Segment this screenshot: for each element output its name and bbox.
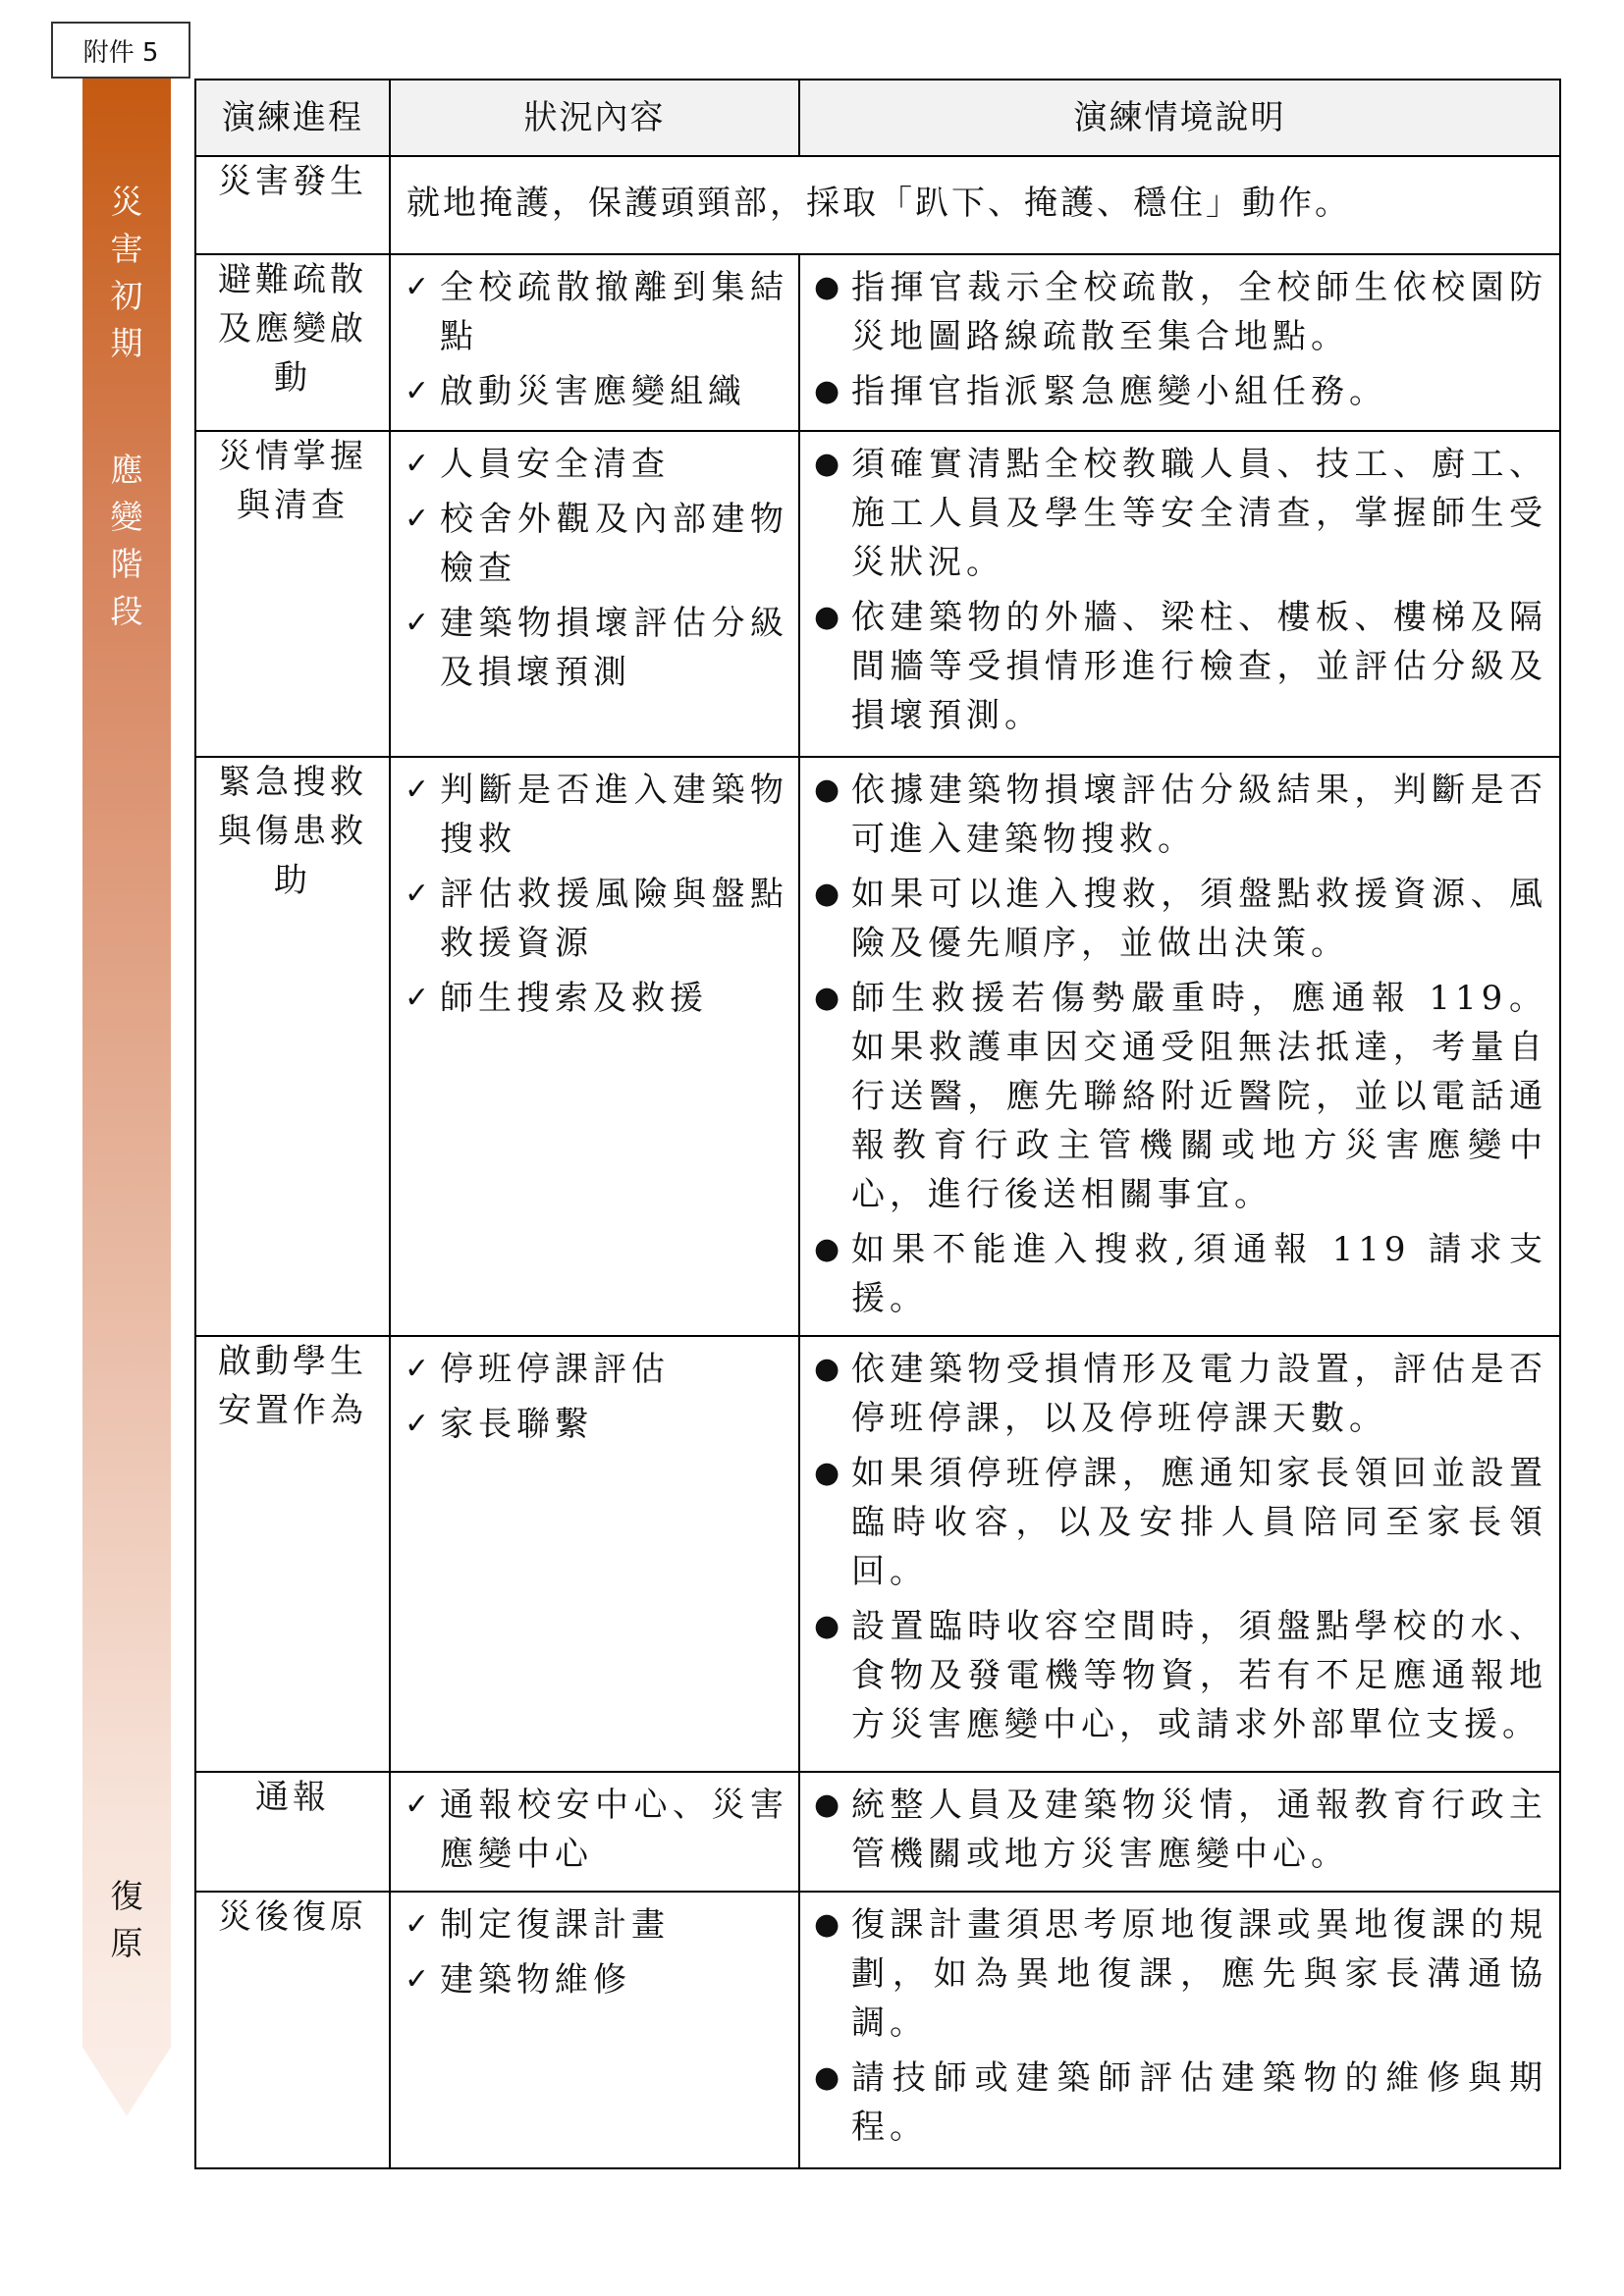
bullet-item: ● 如果可以進入搜救，須盤點救援資源、風險及優先順序，並做出決策。 — [814, 870, 1547, 968]
description-cell — [799, 1336, 1560, 1772]
status-cell — [390, 1336, 799, 1772]
bullet-dot-icon: ● — [814, 2060, 845, 2095]
bullet-item: ● 如果須停班停課，應通知家長領回並設置臨時收容，以及安排人員陪同至家長領回。 — [814, 1449, 1547, 1596]
bullet-dot-icon: ● — [814, 773, 845, 807]
phase-arrow-banner — [82, 79, 171, 2116]
phase-char: 變 — [110, 498, 143, 536]
phase-char: 期 — [110, 324, 143, 362]
bullet-dot-icon: ● — [814, 374, 845, 408]
table-row — [195, 254, 1560, 431]
checklist-item: ✓ 停班停課評估 — [405, 1345, 788, 1394]
checklist-item: ✓ 建築物損壞評估分級及損壞預測 — [405, 599, 788, 697]
status-cell — [390, 1772, 799, 1892]
full-description-cell: 就地掩護，保護頭頸部，採取「趴下、掩護、穩住」動作。 — [390, 156, 1560, 254]
check-icon: ✓ — [405, 606, 435, 640]
table-row — [195, 431, 1560, 757]
description-cell — [799, 254, 1560, 431]
check-icon: ✓ — [405, 1788, 435, 1822]
bullet-item: ● 復課計畫須思考原地復課或異地復課的規劃，如為異地復課，應先與家長溝通協調。 — [814, 1900, 1547, 2048]
bullet-dot-icon: ● — [814, 600, 845, 634]
stage-cell: 避難疏散及應變啟動 — [195, 254, 390, 431]
phase-char: 災 — [110, 183, 143, 221]
check-icon: ✓ — [405, 270, 435, 304]
bullet-item: ● 依據建築物損壞評估分級結果，判斷是否可進入建築物搜救。 — [814, 766, 1547, 864]
checklist-item: ✓ 評估救援風險與盤點救援資源 — [405, 870, 788, 968]
check-icon: ✓ — [405, 1352, 435, 1386]
table-row — [195, 156, 1560, 254]
table-row — [195, 1336, 1560, 1772]
checklist-item: ✓ 判斷是否進入建築物搜救 — [405, 766, 788, 864]
status-cell — [390, 757, 799, 1336]
drill-procedure-table — [194, 79, 1561, 2169]
stage-cell: 通報 — [195, 1772, 390, 1892]
check-icon: ✓ — [405, 773, 435, 807]
phase-label-recovery — [82, 1873, 171, 1967]
check-icon: ✓ — [405, 447, 435, 481]
checklist-item: ✓ 校舍外觀及內部建物檢查 — [405, 495, 788, 593]
header-drill-stage: 演練進程 — [195, 80, 390, 156]
phase-label-disaster-early — [82, 179, 171, 367]
header-scenario-description: 演練情境說明 — [799, 80, 1560, 156]
bullet-item: ● 師生救援若傷勢嚴重時，應通報 119。如果救護車因交通受阻無法抵達，考量自行送醫，應先聯絡附近醫院，並以電話通報教育行政主管機關或地方災害應變中心，進行後送相關事宜。 — [814, 974, 1547, 1219]
bullet-item: ● 請技師或建築師評估建築物的維修與期程。 — [814, 2054, 1547, 2152]
check-icon: ✓ — [405, 374, 435, 408]
bullet-item: ● 指揮官裁示全校疏散，全校師生依校園防災地圖路線疏散至集合地點。 — [814, 263, 1547, 361]
check-icon: ✓ — [405, 502, 435, 536]
bullet-dot-icon: ● — [814, 447, 845, 481]
bullet-item: ● 如果不能進入搜救,須通報 119 請求支援。 — [814, 1225, 1547, 1323]
check-icon: ✓ — [405, 1962, 435, 1997]
checklist-item: ✓ 制定復課計畫 — [405, 1900, 788, 1949]
phase-char: 初 — [110, 277, 143, 315]
stage-cell: 災情掌握與清查 — [195, 431, 390, 757]
bullet-dot-icon: ● — [814, 981, 845, 1015]
table-row — [195, 1892, 1560, 2168]
bullet-item: ● 設置臨時收容空間時，須盤點學校的水、食物及發電機等物資，若有不足應通報地方災害應變中心，或請求外部單位支援。 — [814, 1602, 1547, 1749]
checklist-item: ✓ 通報校安中心、災害應變中心 — [405, 1781, 788, 1879]
annex-label: 附件 5 — [51, 22, 190, 79]
checklist-item: ✓ 人員安全清查 — [405, 440, 788, 489]
bullet-item: ● 依建築物受損情形及電力設置，評估是否停班停課，以及停班停課天數。 — [814, 1345, 1547, 1443]
status-cell — [390, 431, 799, 757]
check-icon: ✓ — [405, 1907, 435, 1942]
phase-label-response — [82, 447, 171, 635]
description-cell — [799, 1892, 1560, 2168]
phase-char: 復 — [110, 1877, 143, 1915]
bullet-item: ● 依建築物的外牆、梁柱、樓板、樓梯及隔間牆等受損情形進行檢查，並評估分級及損壞預測。 — [814, 593, 1547, 740]
table-row — [195, 1772, 1560, 1892]
phase-char: 段 — [110, 592, 143, 630]
bullet-dot-icon: ● — [814, 1456, 845, 1490]
description-cell — [799, 757, 1560, 1336]
header-situation: 狀況內容 — [390, 80, 799, 156]
stage-cell: 緊急搜救與傷患救助 — [195, 757, 390, 1336]
checklist-item: ✓ 家長聯繫 — [405, 1400, 788, 1449]
bullet-dot-icon: ● — [814, 1907, 845, 1942]
phase-char: 害 — [110, 230, 143, 268]
stage-cell: 災害發生 — [195, 156, 390, 254]
stage-cell: 災後復原 — [195, 1892, 390, 2168]
bullet-item: ● 須確實清點全校教職人員、技工、廚工、施工人員及學生等安全清查，掌握師生受災狀況。 — [814, 440, 1547, 587]
status-cell — [390, 254, 799, 431]
stage-cell: 啟動學生安置作為 — [195, 1336, 390, 1772]
checklist-item: ✓ 啟動災害應變組織 — [405, 367, 788, 416]
checklist-item: ✓ 師生搜索及救援 — [405, 974, 788, 1023]
description-cell — [799, 1772, 1560, 1892]
bullet-item: ● 指揮官指派緊急應變小組任務。 — [814, 367, 1547, 416]
bullet-dot-icon: ● — [814, 1232, 845, 1266]
phase-char: 階 — [110, 545, 143, 583]
check-icon: ✓ — [405, 877, 435, 911]
bullet-dot-icon: ● — [814, 270, 845, 304]
bullet-item: ● 統整人員及建築物災情，通報教育行政主管機關或地方災害應變中心。 — [814, 1781, 1547, 1879]
bullet-dot-icon: ● — [814, 877, 845, 911]
table-row — [195, 757, 1560, 1336]
bullet-dot-icon: ● — [814, 1352, 845, 1386]
status-cell — [390, 1892, 799, 2168]
table-header-row — [195, 80, 1560, 156]
bullet-dot-icon: ● — [814, 1788, 845, 1822]
phase-char: 應 — [110, 451, 143, 489]
checklist-item: ✓ 全校疏散撤離到集結點 — [405, 263, 788, 361]
check-icon: ✓ — [405, 981, 435, 1015]
bullet-dot-icon: ● — [814, 1609, 845, 1643]
checklist-item: ✓ 建築物維修 — [405, 1955, 788, 2004]
check-icon: ✓ — [405, 1407, 435, 1441]
phase-char: 原 — [110, 1924, 143, 1962]
description-cell — [799, 431, 1560, 757]
